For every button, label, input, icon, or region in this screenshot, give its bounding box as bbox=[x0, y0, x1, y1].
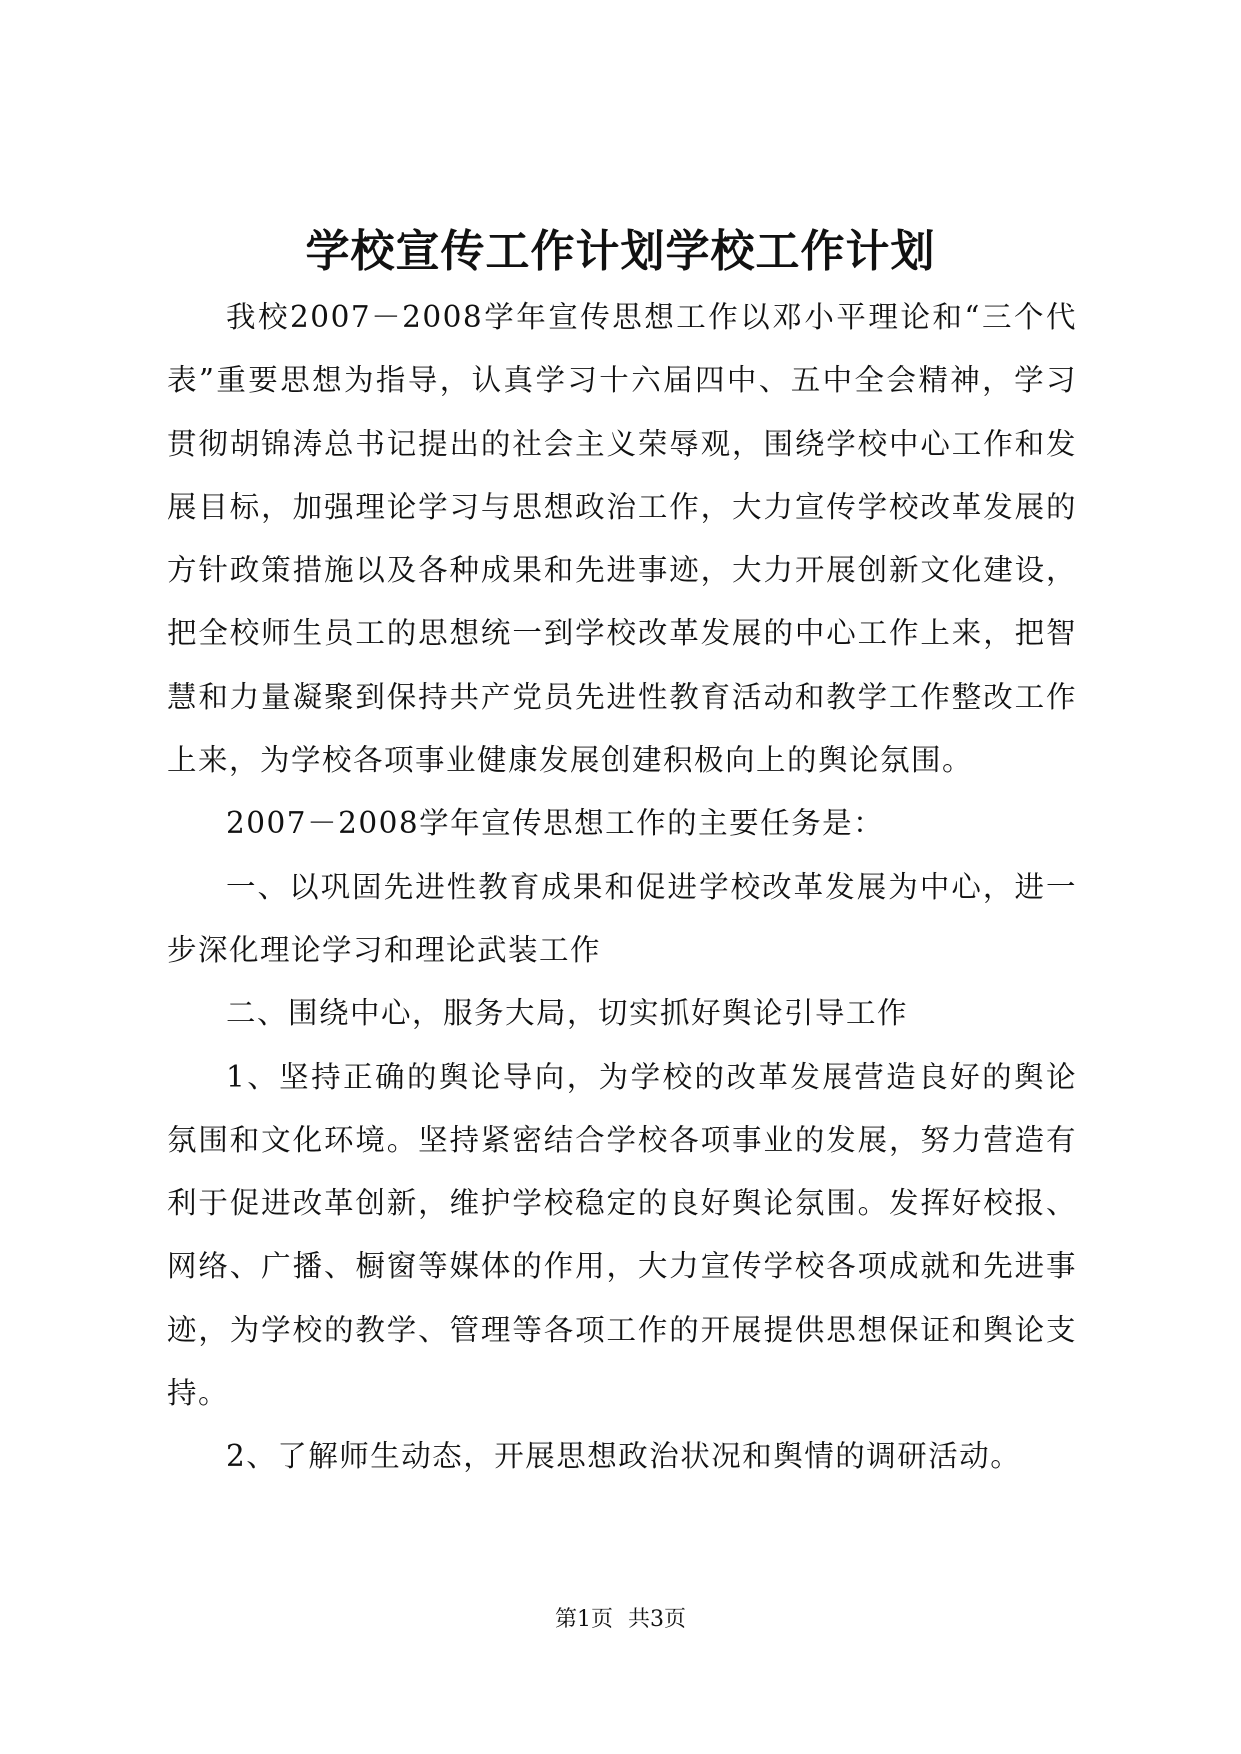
page-footer bbox=[0, 1605, 1241, 1635]
paragraph-section-one: 一、以巩固先进性教育成果和促进学校改革发展为中心，进一步深化理论学习和理论武装工作 bbox=[167, 869, 1077, 967]
paragraph-tasks-heading: 2007－2008学年宣传思想工作的主要任务是： bbox=[226, 806, 885, 841]
paragraph-intro: 我校2007－2008学年宣传思想工作以邓小平理论和“三个代表”重要思想为指导，认真学习十六届四中、五中全会精神，学习贯彻胡锦涛总书记提出的社会主义荣辱观，围绕学校中心工作和发展目标，加强理论学习与思想政治工作，大力宣传学校改革发展的方针政策措施以及各种成果和先进事迹，大力开展创新文化建设，把全校师生员工的思想统一到学校改革发展的中心工作上来，把智慧和力量凝聚到保持共产党员先进性教育活动和教学工作整改工作上来，为学校各项事业健康发展创建积极向上的舆论氛围。 bbox=[167, 300, 1077, 778]
paragraph-section-two: 二、围绕中心，服务大局，切实抓好舆论引导工作 bbox=[226, 996, 909, 1031]
paragraph-item-one: 1、坚持正确的舆论导向，为学校的改革发展营造良好的舆论氛围和文化环境。坚持紧密结合学校各项事业的发展，努力营造有利于促进改革创新，维护学校稳定的良好舆论氛围。发挥好校报、网络、广播、橱窗等媒体的作用，大力宣传学校各项成就和先进事迹，为学校的教学、管理等各项工作的开展提供思想保证和舆论支持。 bbox=[167, 1059, 1077, 1411]
page-number: 第1页 bbox=[555, 1607, 613, 1632]
page-total: 共3页 bbox=[628, 1607, 686, 1632]
document-body bbox=[167, 286, 1077, 1489]
paragraph-item-two: 2、了解师生动态，开展思想政治状况和舆情的调研活动。 bbox=[226, 1439, 1022, 1474]
document-title: 学校宣传工作计划学校工作计划 bbox=[305, 226, 936, 277]
